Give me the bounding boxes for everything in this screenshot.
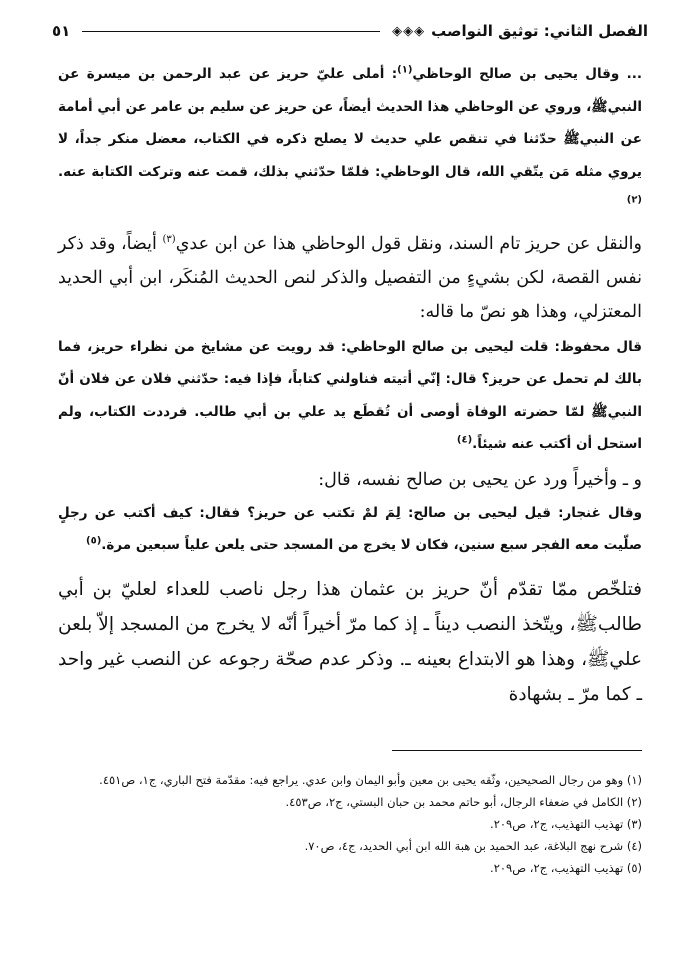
footnote-2: (٢) الكامل في ضعفاء الرجال، أبو حاتم محمد بن حبان البستي، ج٢، ص٤٥٣. xyxy=(285,795,642,809)
paragraph-text: أيضاً، وقد ذكر نفس القصة، لكن بشيءٍ من التفصيل والذكر لنص الحديث المُنكَر، ابن أبي الحديد المعتزلي، وهذا هو نصّ ما قاله: xyxy=(58,233,642,322)
body-paragraph: و ـ وأخيراً ورد عن يحيى بن صالح نفسه، قال: xyxy=(318,469,642,490)
footnote-ref-5: (٥) xyxy=(86,535,102,547)
diamond-ornament-icon: ◈◈◈ xyxy=(392,23,426,39)
footnote-separator xyxy=(392,750,642,751)
footnote-3: (٣) تهذيب التهذيب، ج٢، ص٢٠٩. xyxy=(490,817,642,831)
footnote-4: (٤) شرح نهج البلاغة، عبد الحميد بن هبة الله ابن أبي الحديد، ج٤، ص٧٠. xyxy=(304,839,642,853)
quote-block-ghunjar xyxy=(58,497,642,562)
quote-text: ... وقال يحيى بن صالح الوحاظي xyxy=(412,66,642,82)
footnotes xyxy=(52,770,642,880)
running-header xyxy=(52,16,648,46)
quote-text: : أملى عليّ حريز عن عبد الرحمن بن ميسرة عن النبيﷺ، وروي عن الوحاظي هذا الحديث أيضاً، عن حريز عن سليم بن عامر عن أبي أمامة عن النبيﷺ حدّثنا في تنقص علي حديث لا يصلح ذكره في الكتاب، معضل منكر جداً، لا يروي مثله مَن يتّقي الله، قال الوحاظي: فلمّا حدّثني بذلك، قمت عنه وتركت الكتابة عنه. xyxy=(58,66,642,180)
paragraph-text: والنقل عن حريز تام السند، ونقل قول الوحاظي هذا عن ابن عدي xyxy=(175,233,643,254)
footnote-ref-2: (٢) xyxy=(626,194,642,206)
quote-text: وقال غنجار: قيل ليحيى بن صالح: لِمَ لمْ تكتب عن حريز؟ فقال: كيف أكتب عن رجلٍ صلّيت معه الفجر سبع سنين، فكان لا يخرج من المسجد حتى يلعن علياً سبعين مرة. xyxy=(58,504,642,553)
page-number: ٥١ xyxy=(52,22,71,40)
summary-paragraph: فتلخّص ممّا تقدّم أنّ حريز بن عثمان هذا رجل ناصب للعداء لعليّ بن أبي طالبﷺ، ويتّخذ النصب ديناً ـ إذ كما مرّ أخيراً أنّه لا يخرج من المسجد إلاّ بلعن عليﷺ، وهذا هو الابتداع بعينه ـ. وذكر عدم صحّة رجوعه عن النصب غير واحد ـ كما مرّ ـ بشهادة xyxy=(58,578,642,705)
body-paragraph xyxy=(58,227,642,329)
header-rule xyxy=(82,31,380,32)
footnote-5: (٥) تهذيب التهذيب، ج٢، ص٢٠٩. xyxy=(490,861,642,875)
quote-block-wahazi xyxy=(58,58,642,221)
footnote-1: (١) وهو من رجال الصحيحين، وثّقه يحيى بن معين وأبو اليمان وابن عدي. يراجع فيه: مقدّمة فتح الباري، ج١، ص٤٥١. xyxy=(99,773,642,787)
quote-text: قال محفوظ: قلت ليحيى بن صالح الوحاظي: قد رويت عن مشايخ من نظراء حريز، فما بالك لم تحمل عن حريز؟ قال: إنّي أتيته فناولني كتاباً، فإذا فيه: حدّثني فلان عن فلان أنّ النبيﷺ لمّا حضرته الوفاة أوصى أن تُقطَع يد علي بن أبي طالب. فرددت الكتاب، ولم استحل أن أكتب عنه شيئاً. xyxy=(58,338,642,452)
footnote-ref-4: (٤) xyxy=(456,434,473,446)
footnote-ref-3: (٣) xyxy=(162,233,176,245)
chapter-title: الفصل الثاني: توثيق النواصب xyxy=(431,22,648,40)
footnote-ref-1: (١) xyxy=(397,64,413,76)
quote-block-mahfuz xyxy=(58,331,642,461)
page-content xyxy=(58,58,642,712)
